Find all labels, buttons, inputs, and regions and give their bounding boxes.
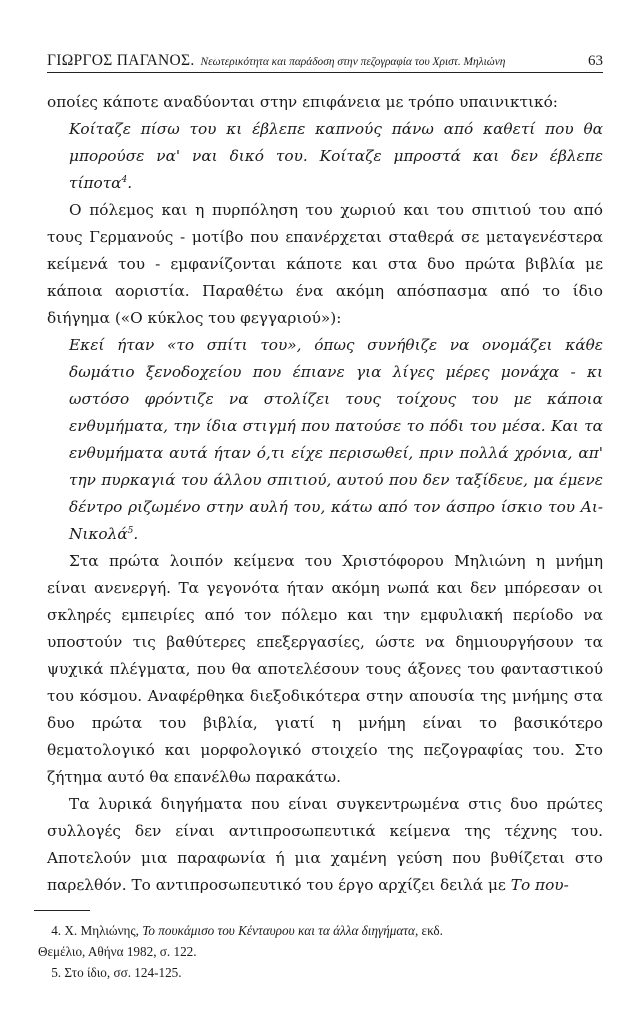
paragraph: οποίες κάποτε αναδύονται στην επιφάνεια με τρόπο υπαινικτικό:: [47, 93, 558, 111]
quote-end: .: [133, 525, 139, 543]
footnote-text: 5. Στο ίδιο, σσ. 124-125.: [51, 965, 182, 980]
running-header: [47, 52, 603, 73]
footnote-4-cont: Θεμέλιο, Αθήνα 1982, σ. 122.: [38, 944, 197, 959]
footnote-4: [38, 920, 598, 941]
quote-end: .: [127, 174, 133, 192]
block-quote: [69, 332, 603, 548]
block-quote: [69, 116, 603, 197]
paragraph: [47, 791, 603, 899]
paragraph: Στα πρώτα λοιπόν κείμενα του Χριστόφορου Μηλιώνη η μνήμη είναι ανενεργή. Τα γεγονότα ήταν ακόμη νωπά και δεν μπόρεσαν οι σκληρές εμπειρίες από τον πόλεμο και την εμφυλιακή περίοδο να υποστούν τις βαθύτερες επεξεργασίες, ώστε να δημιουργήσουν τα ψυχικά πλέγματα, που θα αποτελέσουν τους άξονες του φανταστικού του κόσμου. Αναφέρθηκα διεξοδικότερα στην απουσία της μνήμης στα δυο πρώτα του βιβλία, γιατί η μνήμη είναι το βασικότερο θεματολογικό και μορφολογικό στοιχείο της πεζογραφίας του. Στο ζήτημα αυτό θα επανέλθω παρακάτω.: [47, 552, 603, 786]
footnote-text: , εκδ.: [414, 923, 443, 938]
paragraph-text: Τα λυρικά διηγήματα που είναι συγκεντρωμένα στις δυο πρώτες συλλογές δεν είναι αντιπροσωπευτικά κείμενα της τέχνης του. Αποτελούν μια παραφωνία ή μια χαμένη γεύση που βυθίζεται στο παρελθόν. Το αντιπροσωπευτικό του έργο αρχίζει δειλά με: [47, 795, 603, 894]
footnote-title: Το πουκάμισο του Κένταυρου και τα άλλα διηγήματα: [142, 923, 415, 938]
footnotes: [38, 920, 598, 983]
page-number: 63: [588, 53, 603, 69]
footnote-rule: [34, 910, 90, 911]
footnote-text: 4. Χ. Μηλιώνης,: [51, 923, 139, 938]
quote-text: Κοίταζε πίσω του κι έβλεπε καπνούς πάνω από καθετί που θα μπορούσε να' ναι δικό του. Κοίταζε μπροστά και δεν έβλεπε τίποτα: [69, 120, 603, 192]
footnote-ref: 4: [121, 174, 128, 185]
footnote-5: [38, 962, 598, 983]
quote-text: Εκεί ήταν «το σπίτι του», όπως συνήθιζε να ονομάζει κάθε δωμάτιο ξενοδοχείου που έπιανε για λίγες μέρες μονάχα - κι ωστόσο φρόντιζε να στολίζει τους τοίχους του με κάποια ενθυμήματα, την ίδια στιγμή που πατούσε το πόδι του μέσα. Και τα ενθυμήματα αυτά ήταν ό,τι είχε περισωθεί, πριν πολλά χρόνια, απ' την πυρκαγιά του άλλου σπιτιού, αυτού που δεν ταξίδευε, μα έμενε δέντρο ριζωμένο στην αυλή του, κάτω από τον άσπρο ίσκιο του Αι-Νικολά: [69, 336, 603, 543]
paragraph: Ο πόλεμος και η πυρπόληση του χωριού και του σπιτιού του από τους Γερμανούς - μοτίβο που επανέρχεται σταθερά σε μεταγενέστερα κείμενά του - εμφανίζονται κάποτε και στα δυο πρώτα βιβλία με κάποια αοριστία. Παραθέτω ένα ακόμη απόσπασμα από το ίδιο διήγημα («Ο κύκλος του φεγγαριού»):: [47, 201, 603, 327]
header-author: ΓΙΩΡΓΟΣ ΠΑΓΑΝΟΣ.: [47, 52, 195, 69]
header-subtitle: Νεωτερικότητα και παράδοση στην πεζογραφία του Χριστ. Μηλιώνη: [200, 56, 506, 68]
body-text: [47, 89, 603, 899]
footnote-ref: 5: [127, 525, 134, 536]
italic-title: Το που-: [510, 876, 569, 894]
book-page: [47, 52, 603, 899]
